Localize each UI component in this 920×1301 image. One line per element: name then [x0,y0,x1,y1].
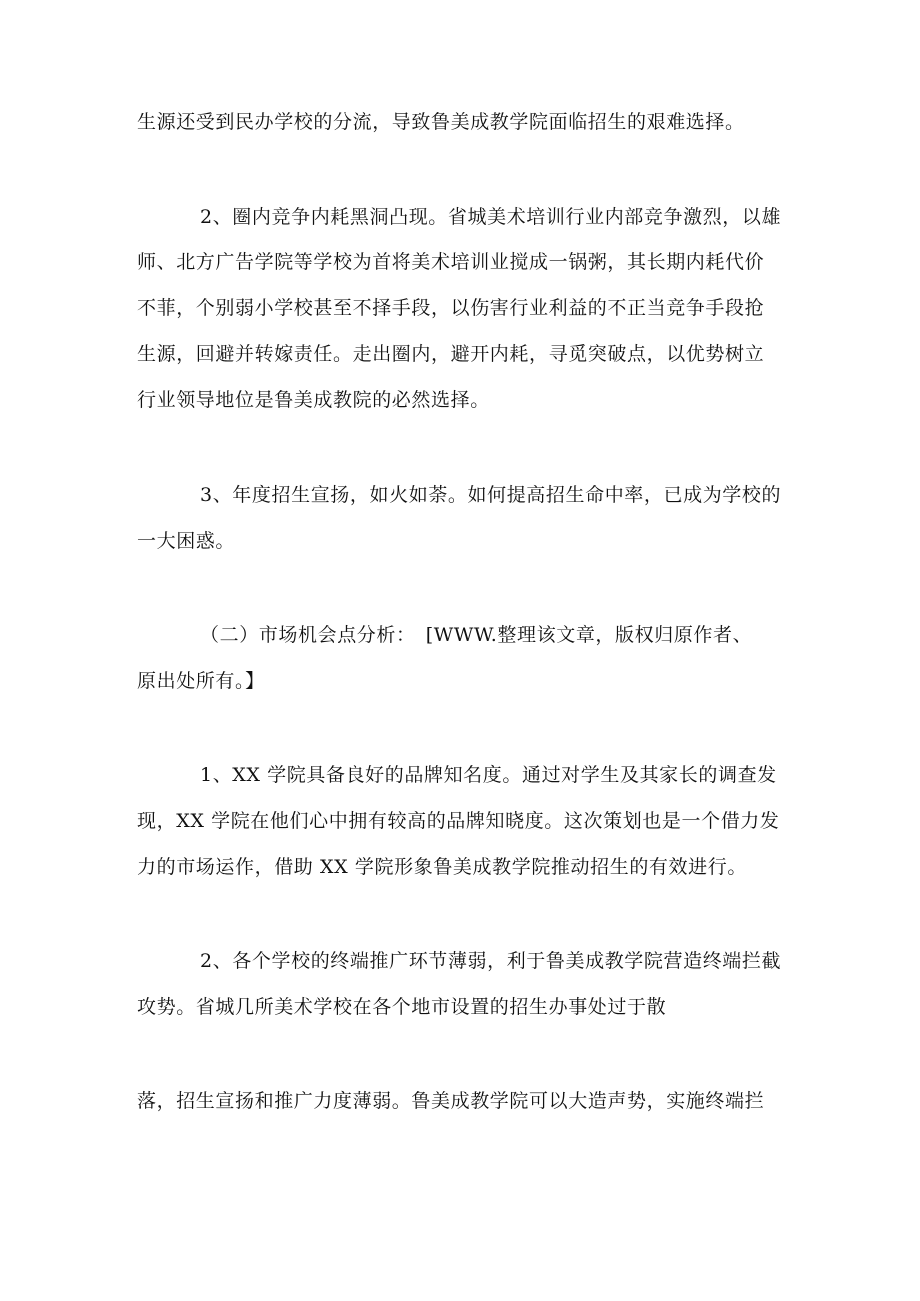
text-line-10: 原出处所有。】 [137,670,265,692]
text-line-13: 力的市场运作，借助 XX 学院形象鲁美成教学院推动招生的有效进行。 [137,856,747,878]
text-line-2: 2、圈内竞争内耗黑洞凸现。省城美术培训行业内部竞争激烈，以雄 [200,206,782,228]
text-line-16: 落，招生宣扬和推广力度薄弱。鲁美成教学院可以大造声势，实施终端拦 [137,1090,765,1112]
text-line-4: 不菲，个别弱小学校甚至不择手段，以伤害行业利益的不正当竞争手段抢 [137,297,765,319]
text-line-8: 一大困惑。 [137,530,236,552]
text-line-1: 生源还受到民办学校的分流，导致鲁美成教学院面临招生的艰难选择。 [137,111,745,133]
text-line-14: 2、各个学校的终端推广环节薄弱，利于鲁美成教学院营造终端拦截 [200,950,782,972]
text-line-3: 师、北方广告学院等学校为首将美术培训业搅成一锅粥，其长期内耗代价 [137,251,765,273]
text-line-12: 现，XX 学院在他们心中拥有较高的品牌知晓度。这次策划也是一个借力发 [137,810,780,832]
text-line-9: （二）市场机会点分析： [WWW.整理该文章，版权归原作者、 [200,624,753,646]
text-line-6: 行业领导地位是鲁美成教院的必然选择。 [137,389,490,411]
text-line-5: 生源，回避并转嫁责任。走出圈内，避开内耗，寻觅突破点，以优势树立 [137,343,765,365]
text-line-11: 1、XX 学院具备良好的品牌知名度。通过对学生及其家长的调查发 [200,764,777,786]
text-line-15: 攻势。省城几所美术学校在各个地市设置的招生办事处过于散 [137,996,667,1018]
text-line-7: 3、年度招生宣扬，如火如荼。如何提高招生命中率，已成为学校的 [200,484,782,506]
